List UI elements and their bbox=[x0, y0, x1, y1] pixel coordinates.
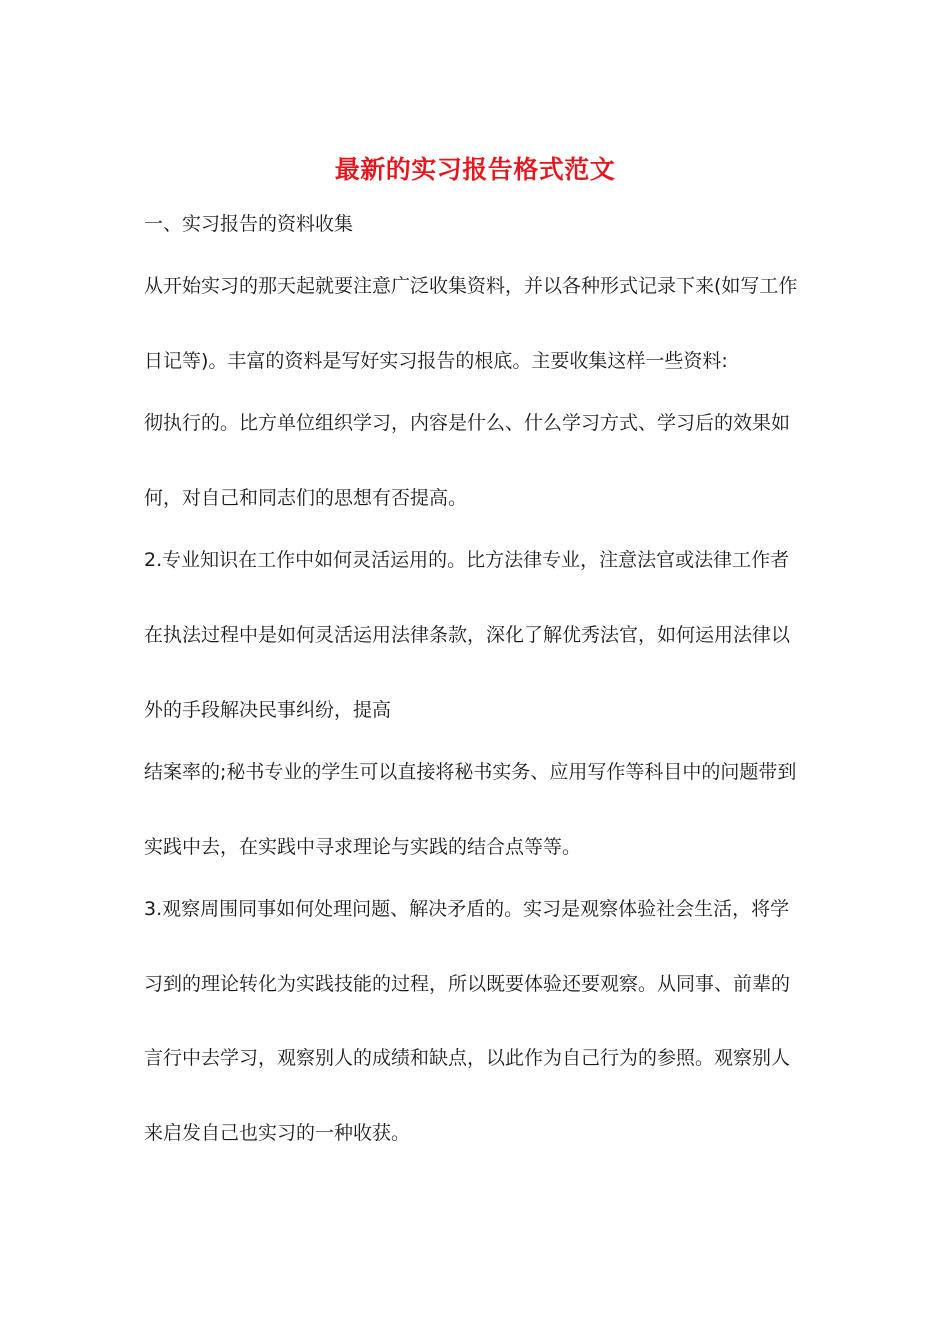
paragraph-line: 彻执行的。比方单位组织学习，内容是什么、什么学习方式、学习后的效果如 bbox=[144, 412, 791, 434]
paragraph-line: 何，对自己和同志们的思想有否提高。 bbox=[144, 487, 468, 509]
paragraph-line: 从开始实习的那天起就要注意广泛收集资料，并以各种形式记录下来(如写工作 bbox=[144, 275, 798, 297]
paragraph-line: 日记等)。丰富的资料是写好实习报告的根底。主要收集这样一些资料: bbox=[144, 350, 728, 372]
paragraph-line: 习到的理论转化为实践技能的过程，所以既要体验还要观察。从同事、前辈的 bbox=[144, 973, 791, 995]
paragraph-line: 3.观察周围同事如何处理问题、解决矛盾的。实习是观察体验社会生活，将学 bbox=[144, 898, 790, 920]
section-heading: 一、实习报告的资料收集 bbox=[144, 213, 354, 235]
paragraph-line: 结案率的;秘书专业的学生可以直接将秘书实务、应用写作等科目中的问题带到 bbox=[144, 761, 797, 783]
paragraph-line: 2.专业知识在工作中如何灵活运用的。比方法律专业，注意法官或法律工作者 bbox=[144, 549, 790, 571]
paragraph-line: 在执法过程中是如何灵活运用法律条款，深化了解优秀法官，如何运用法律以 bbox=[144, 624, 791, 646]
paragraph-line: 外的手段解决民事纠纷，提高 bbox=[144, 699, 392, 721]
document-title: 最新的实习报告格式范文 bbox=[334, 155, 616, 184]
paragraph-line: 实践中去，在实践中寻求理论与实践的结合点等等。 bbox=[144, 836, 582, 858]
paragraph-line: 言行中去学习，观察别人的成绩和缺点，以此作为自己行为的参照。观察别人 bbox=[144, 1047, 791, 1069]
paragraph-line: 来启发自己也实习的一种收获。 bbox=[144, 1122, 411, 1144]
